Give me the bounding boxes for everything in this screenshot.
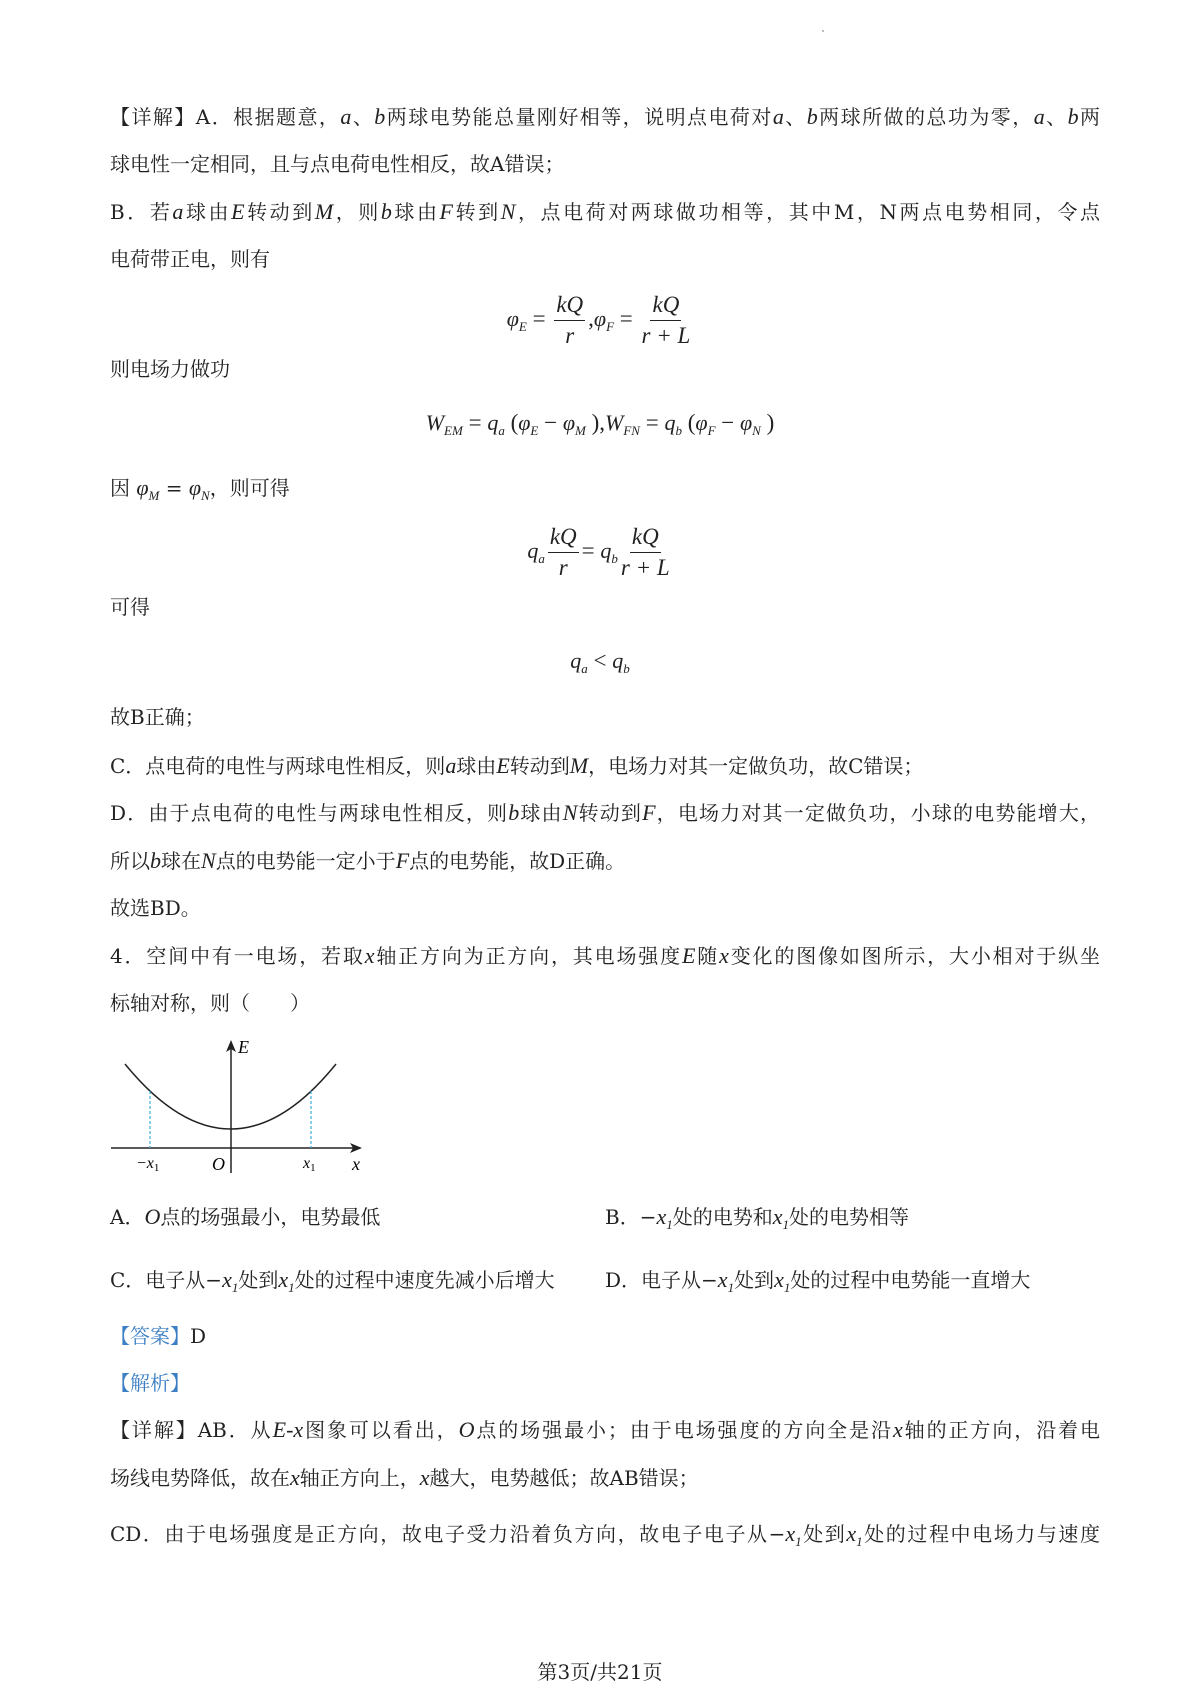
math-subscript: N xyxy=(201,488,210,503)
math-subscript: 1 xyxy=(856,1534,863,1547)
text-run: 轴的正方向，沿着电 xyxy=(902,1418,1100,1442)
text-run: ，电场力对其一定做负功，小球的电势能增大， xyxy=(655,801,1100,825)
explanation-line xyxy=(110,199,1100,225)
math-subscript: 1 xyxy=(783,1280,791,1295)
math-symbol: x xyxy=(846,1521,857,1546)
math-symbol: φ xyxy=(695,410,708,435)
text-run: 可得 xyxy=(110,595,150,619)
math-symbol: x xyxy=(785,1521,796,1546)
numerator: kQ xyxy=(548,522,579,553)
text-run: ) xyxy=(760,410,775,435)
math-symbol: N xyxy=(562,800,578,825)
scan-speck xyxy=(822,30,824,32)
math-symbol: a xyxy=(772,104,784,129)
text-run: = xyxy=(639,410,665,435)
math-symbol: x xyxy=(364,943,375,968)
text-run: ，则可得 xyxy=(209,476,290,500)
text-run: 越大，电势越低；故AB错误； xyxy=(429,1466,699,1490)
math-subscript: E xyxy=(518,318,527,334)
text-run: , xyxy=(588,305,594,331)
math-subscript: a xyxy=(498,423,505,438)
text-run: 变化的图像如图所示，大小相对于纵坐 xyxy=(728,944,1100,968)
text-run: 所以 xyxy=(110,849,150,873)
explanation-line xyxy=(110,151,564,177)
text-run: 球由 xyxy=(456,754,497,778)
math-symbol: φ xyxy=(593,305,607,331)
text-run: D xyxy=(190,1324,207,1348)
math-symbol: b xyxy=(806,104,818,129)
text-run: = xyxy=(614,305,639,331)
math-symbol: F xyxy=(395,848,410,873)
option-a[interactable] xyxy=(110,1204,380,1230)
math-symbol: M xyxy=(314,199,334,224)
text-run: = xyxy=(462,410,488,435)
text-run: 图象可以看出， xyxy=(303,1418,459,1442)
text-run: ( xyxy=(504,410,519,435)
math-symbol: b xyxy=(1067,104,1079,129)
fraction xyxy=(642,290,691,351)
text-run: C．电子从− xyxy=(110,1268,223,1292)
math-symbol: φ xyxy=(188,475,202,500)
text-run: ，点电荷对两球做功相等，其中M，N两点电势相同，令点 xyxy=(515,200,1100,224)
explanation-line xyxy=(110,246,270,272)
answer-line xyxy=(110,1323,206,1349)
math-subscript: 1 xyxy=(727,1280,735,1295)
explanation-line xyxy=(110,1465,699,1491)
denominator: r xyxy=(558,555,568,580)
text-run: C．点电荷的电性与两球电性相反，则 xyxy=(110,754,446,778)
math-symbol: a xyxy=(340,104,352,129)
text-run: ), xyxy=(585,410,606,435)
formula-potentials xyxy=(0,290,1200,351)
text-run: 处到 xyxy=(238,1268,279,1292)
math-subscript: N xyxy=(752,423,761,438)
denominator: r + L xyxy=(620,555,670,580)
math-symbol: M xyxy=(569,753,589,778)
text-run: 、 xyxy=(1044,105,1068,129)
text-run: 处的过程中速度先减小后增大 xyxy=(294,1268,555,1292)
math-symbol: φ xyxy=(136,475,149,500)
math-symbol: E-x xyxy=(272,1417,304,1442)
e-x-graph xyxy=(100,1030,370,1180)
math-symbol: q xyxy=(612,648,624,673)
text-run: 球在 xyxy=(161,849,201,873)
text-run: 点的场强最小；由于电场强度的方向全是沿 xyxy=(474,1418,893,1442)
text-run: ，则 xyxy=(333,200,381,224)
text-run: − xyxy=(715,410,740,435)
math-subscript: a xyxy=(581,661,588,676)
text-run: 处的过程中电势能一直增大 xyxy=(790,1268,1031,1292)
math-symbol: b xyxy=(508,800,520,825)
text-run: 两 xyxy=(1078,105,1100,129)
math-subscript: F xyxy=(707,423,716,438)
math-symbol: x xyxy=(419,1465,430,1490)
math-subscript: a xyxy=(538,550,545,566)
fraction xyxy=(548,522,579,583)
text-run: 球由 xyxy=(391,200,440,224)
numerator: kQ xyxy=(554,290,585,321)
explanation-line xyxy=(110,704,205,730)
text-run: 两球所做的总功为零， xyxy=(817,105,1034,129)
math-symbol: x xyxy=(772,1204,783,1229)
text-run: B．若 xyxy=(110,200,173,224)
math-subscript: 1 xyxy=(666,1217,673,1232)
math-symbol: φ xyxy=(740,410,753,435)
text-run: 【详解】AB．从 xyxy=(110,1418,273,1442)
math-symbol: x xyxy=(656,1204,667,1229)
section-tag: 【答案】 xyxy=(110,1324,190,1348)
math-symbol: q xyxy=(527,537,539,563)
text-run: 场线电势降低，故在 xyxy=(110,1466,290,1490)
math-symbol: x xyxy=(774,1267,784,1292)
math-symbol: x xyxy=(222,1267,232,1292)
math-symbol: x xyxy=(717,1267,728,1292)
page-number: 第3页/共21页 xyxy=(537,1660,663,1684)
math-subscript: 1 xyxy=(231,1280,239,1295)
math-symbol: φ xyxy=(562,410,576,435)
text-run: = xyxy=(159,476,189,500)
text-run: 处的电势和 xyxy=(672,1205,773,1229)
text-run: 转到 xyxy=(453,200,501,224)
text-run: 随 xyxy=(695,944,720,968)
math-subscript: M xyxy=(148,488,160,503)
math-symbol: N xyxy=(201,848,216,873)
explanation-line xyxy=(110,1521,1100,1547)
text-run: 4．空间中有一电场，若取 xyxy=(110,944,365,968)
fraction xyxy=(554,290,585,351)
explanation-line xyxy=(110,800,1100,826)
numerator: kQ xyxy=(650,290,681,321)
text-run: 转动到 xyxy=(244,200,315,224)
math-subscript: 1 xyxy=(795,1534,802,1547)
text-run: D．电子从− xyxy=(605,1268,718,1292)
explanation-line xyxy=(110,895,201,921)
explanation-line xyxy=(110,104,1100,130)
math-symbol: x xyxy=(719,943,729,968)
text-run: 球由 xyxy=(183,200,232,224)
text-run: ，电场力对其一定做负功，故C错误； xyxy=(588,754,924,778)
text-run: 故选BD。 xyxy=(110,896,201,920)
math-subscript: EM xyxy=(444,423,463,438)
math-symbol: b xyxy=(374,104,386,129)
math-symbol: b xyxy=(150,848,161,873)
text-run: 球电性一定相同，且与点电荷电性相反，故A错误； xyxy=(110,152,565,176)
question-stem xyxy=(110,943,1100,969)
text-run: 故B正确； xyxy=(110,705,205,729)
math-symbol: F xyxy=(439,199,453,224)
text-run: 电荷带正电，则有 xyxy=(110,247,270,271)
explanation-line xyxy=(110,475,290,509)
text-run: 点的场强最小，电势最低 xyxy=(160,1205,381,1229)
math-symbol: E xyxy=(681,943,696,968)
math-subscript: M xyxy=(575,423,586,438)
math-symbol: O xyxy=(144,1204,161,1229)
text-run: 处到 xyxy=(734,1268,775,1292)
math-symbol: a xyxy=(172,199,184,224)
origin-label: O xyxy=(212,1154,225,1174)
formula-work xyxy=(0,410,1200,439)
explanation-line xyxy=(110,1417,1100,1443)
text-run: 球由 xyxy=(519,801,563,825)
x-axis-label: x xyxy=(352,1154,360,1174)
denominator: r xyxy=(565,323,575,348)
text-run: 标轴对称，则（ ） xyxy=(110,991,310,1015)
text-run: 转动到 xyxy=(509,754,570,778)
text-run: 则电场力做功 xyxy=(110,357,230,381)
math-symbol: b xyxy=(380,199,392,224)
text-run: 、 xyxy=(351,105,375,129)
math-subscript: b xyxy=(623,661,630,676)
math-subscript: b xyxy=(611,550,618,566)
text-run: 因 xyxy=(110,476,137,500)
math-symbol: q xyxy=(487,410,499,435)
text-run: = xyxy=(526,305,552,331)
math-symbol: a xyxy=(445,753,457,778)
section-tag: 【解析】 xyxy=(110,1371,190,1395)
numerator: kQ xyxy=(630,522,661,553)
math-symbol: φ xyxy=(518,410,531,435)
explanation-line xyxy=(110,753,923,779)
text-run: CD．由于电场强度是正方向，故电子受力沿着负方向，故电子电子从− xyxy=(110,1522,786,1546)
text-run: = xyxy=(581,537,601,563)
denominator: r + L xyxy=(641,323,691,348)
math-symbol: W xyxy=(425,410,445,435)
explanation-line xyxy=(110,594,150,620)
text-run: 【详解】A．根据题意， xyxy=(110,105,341,129)
math-subscript: F xyxy=(606,318,615,334)
math-symbol: N xyxy=(500,199,516,224)
option-c[interactable] xyxy=(110,1267,555,1301)
question-stem xyxy=(110,990,310,1016)
math-symbol: a xyxy=(1033,104,1045,129)
math-symbol: O xyxy=(458,1417,475,1442)
formula-equal-work xyxy=(0,522,1200,583)
math-symbol: q xyxy=(570,648,582,673)
option-b[interactable] xyxy=(605,1204,909,1238)
math-symbol: x xyxy=(892,1417,903,1442)
math-subscript: E xyxy=(530,423,539,438)
text-run: 处到 xyxy=(801,1522,847,1546)
text-run: 、 xyxy=(783,105,807,129)
text-run: B．− xyxy=(605,1205,657,1229)
text-run: 点的电势能一定小于 xyxy=(215,849,396,873)
math-subscript: FN xyxy=(623,423,640,438)
text-run: 轴正方向为正方向，其电场强度 xyxy=(374,944,682,968)
text-run: 转动到 xyxy=(577,801,643,825)
text-run: ( xyxy=(681,410,696,435)
math-symbol: x xyxy=(278,1267,289,1292)
fraction xyxy=(621,522,670,583)
math-symbol: E xyxy=(496,753,510,778)
math-symbol: F xyxy=(642,800,656,825)
neg-x1-label: −x1 xyxy=(136,1155,160,1174)
math-subscript: 1 xyxy=(288,1280,295,1295)
math-subscript: b xyxy=(675,423,682,438)
math-symbol: x xyxy=(290,1465,300,1490)
math-symbol: q xyxy=(600,537,612,563)
text-run: 轴正方向上， xyxy=(299,1466,420,1490)
y-axis-label: E xyxy=(238,1037,249,1057)
text-run: 点的电势能，故D正确。 xyxy=(409,849,626,873)
math-symbol: φ xyxy=(506,305,519,331)
explanation-line xyxy=(110,848,625,874)
explanation-line xyxy=(110,356,230,382)
formula-charge-compare xyxy=(0,648,1200,677)
text-run: A． xyxy=(110,1205,145,1229)
option-d[interactable] xyxy=(605,1267,1030,1301)
math-symbol: q xyxy=(664,410,676,435)
text-run: < xyxy=(587,648,613,673)
text-run: 两球电势能总量刚好相等，说明点电荷对 xyxy=(385,105,773,129)
x1-label: x1 xyxy=(303,1155,316,1174)
text-run: − xyxy=(538,410,563,435)
math-symbol: W xyxy=(605,410,624,435)
math-symbol: E xyxy=(231,199,245,224)
text-run: 处的电势相等 xyxy=(789,1205,909,1229)
math-subscript: 1 xyxy=(782,1217,789,1232)
text-run: 处的过程中电场力与速度 xyxy=(862,1522,1100,1546)
analysis-heading xyxy=(110,1370,190,1396)
text-run: D．由于点电荷的电性与两球电性相反，则 xyxy=(110,801,509,825)
